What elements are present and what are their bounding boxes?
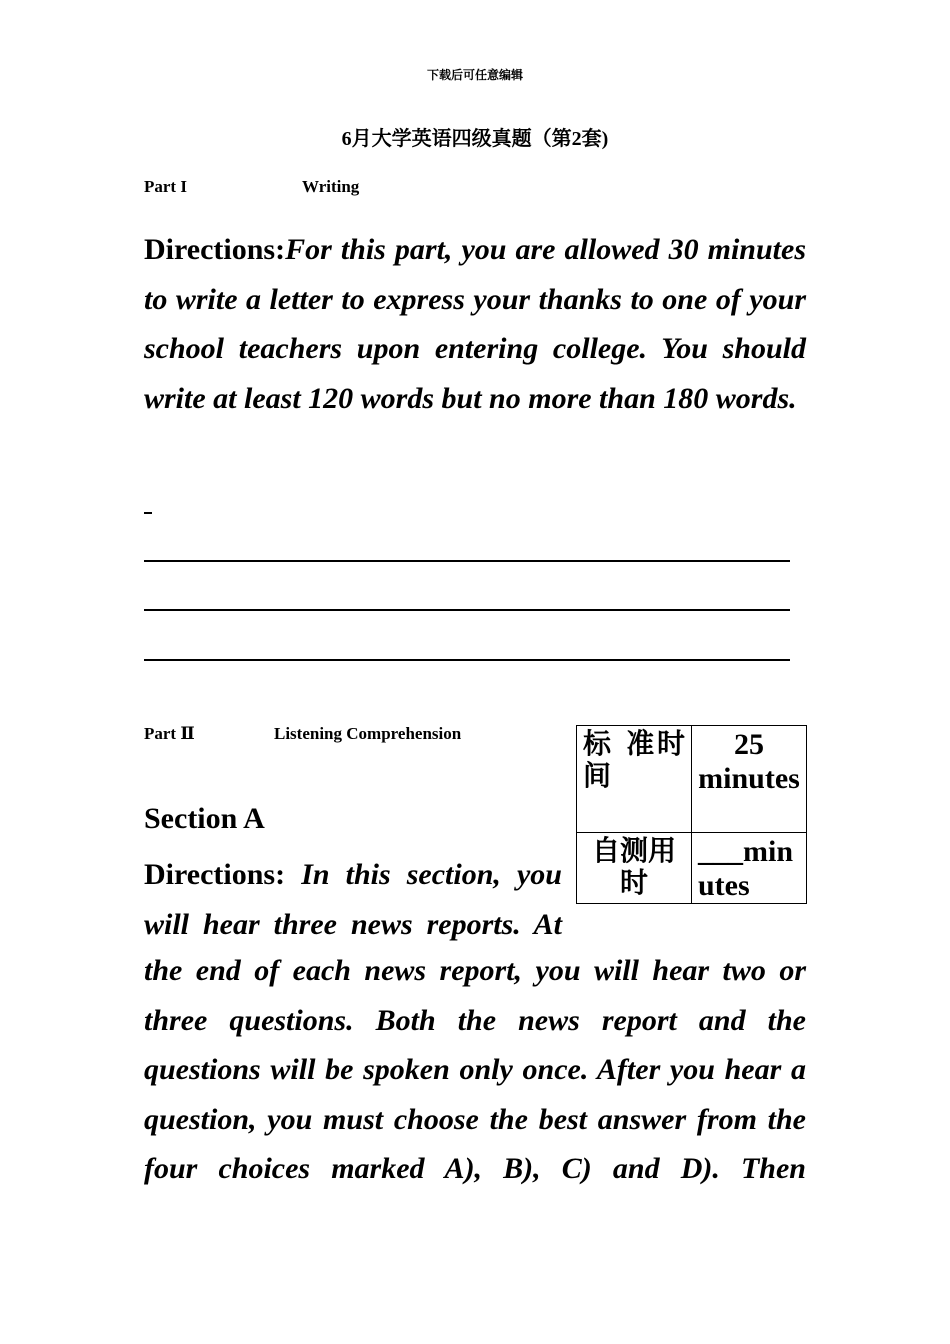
section-a-heading: Section A [144,802,265,835]
part1-label: Part I [144,177,187,196]
standard-time-value: 25 minutes [692,726,807,833]
part1-title: Writing [302,177,360,196]
part2-directions-top [144,850,562,950]
part2-title: Listening Comprehension [274,724,462,743]
time-table [576,725,807,904]
part1-directions [144,225,806,423]
part1-directions-lead: Directions: [144,233,286,266]
part2-directions-body-rest: the end of each news report, you will hear two or three questions. Both the news report and the questions will be spoken only once. After you hear a question, you must choose the best answer from the four choices marked A), B), C) and D). Then [144,954,806,1186]
answer-line[interactable] [144,659,790,661]
part2-directions-lead: Directions: [144,858,286,891]
part1-directions-body: For this part, you are allowed 30 minutes to write a letter to express your thanks to one of your school teachers upon entering college. You should write at least 120 words but no more than 180 words. [144,233,806,415]
answer-stub [144,512,152,514]
standard-time-label: 标 准时间 [577,726,692,833]
answer-line[interactable] [144,560,790,562]
self-time-value[interactable]: ___minutes [692,833,807,904]
document-title: 6月大学英语四级真题（第2套) [341,128,609,150]
answer-line[interactable] [144,609,790,611]
part2-label: Part Ⅱ [144,724,195,743]
self-time-label: 自测用时 [577,833,692,904]
part2-directions-body-top: In this section, you will hear three news reports. At [144,858,562,941]
header-note: 下载后可任意编辑 [426,68,523,82]
